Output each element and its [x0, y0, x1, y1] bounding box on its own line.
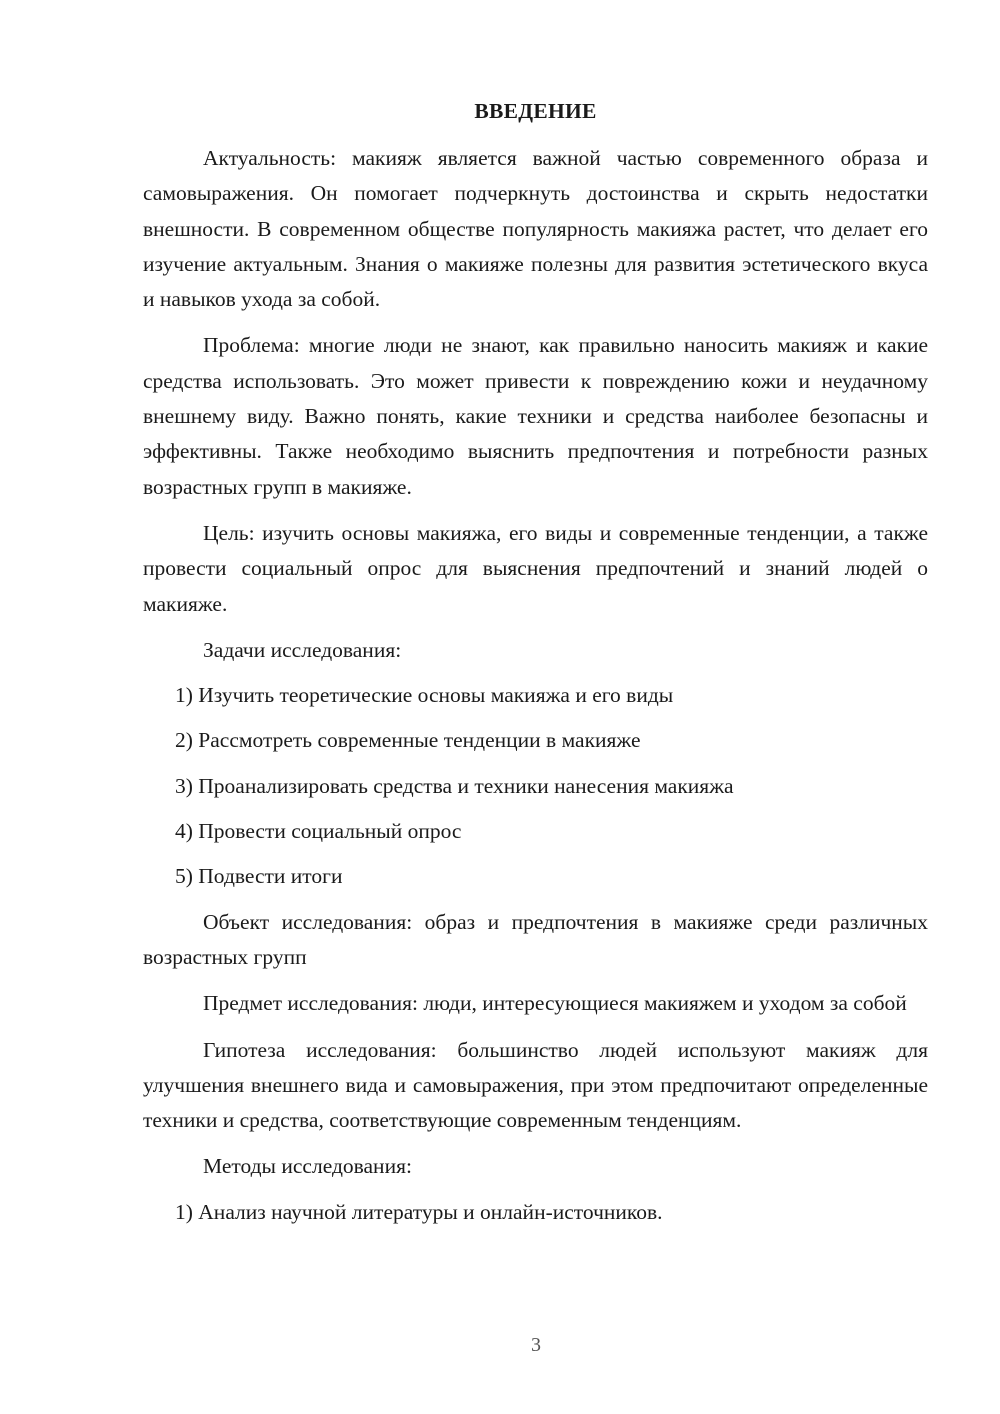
- list-item: 1) Изучить теоретические основы макияжа и его виды: [175, 683, 674, 708]
- page-number: 3: [531, 1334, 541, 1356]
- methods-list: [143, 1195, 928, 1230]
- tasks-heading: Задачи исследования:: [203, 637, 402, 662]
- list-item: 4) Провести социальный опрос: [175, 819, 462, 844]
- object-paragraph: Объект исследования: образ и предпочтения в макияже среди различных возрастных групп: [143, 909, 928, 969]
- subject-paragraph: Предмет исследования: люди, интересующиеся макияжем и уходом за собой: [203, 991, 907, 1016]
- problem-paragraph: Проблема: многие люди не знают, как правильно наносить макияж и какие средства использовать. Это может привести к повреждению кожи и неудачному внешнему виду. Важно понять, какие техники и средства наиболее безопасны и эффективны. Также необходимо выяснить предпочтения и потребности разных возрастных групп в макияже.: [143, 333, 928, 499]
- list-item: 1) Анализ научной литературы и онлайн-источников.: [175, 1199, 663, 1224]
- methods-heading: Методы исследования:: [203, 1154, 412, 1179]
- document-page: [143, 96, 928, 1240]
- list-item: 3) Проанализировать средства и техники нанесения макияжа: [175, 773, 734, 798]
- list-item: 5) Подвести итоги: [175, 864, 343, 889]
- tasks-list: [143, 678, 928, 894]
- relevance-paragraph: Актуальность: макияж является важной частью современного образа и самовыражения. Он помогает подчеркнуть достоинства и скрыть недостатки внешности. В современном обществе популярность макияжа растет, что делает его изучение актуальным. Знания о макияже полезны для развития эстетического вкуса и навыков ухода за собой.: [143, 146, 928, 312]
- hypothesis-paragraph: Гипотеза исследования: большинство людей используют макияж для улучшения внешнего вида и самовыражения, при этом предпочитают определенные техники и средства, соответствующие современным тенденциям.: [143, 1037, 928, 1133]
- goal-paragraph: Цель: изучить основы макияжа, его виды и современные тенденции, а также провести социальный опрос для выяснения предпочтений и знаний людей о макияже.: [143, 520, 928, 616]
- page-title: ВВЕДЕНИЕ: [474, 99, 597, 123]
- list-item: 2) Рассмотреть современные тенденции в макияже: [175, 728, 641, 753]
